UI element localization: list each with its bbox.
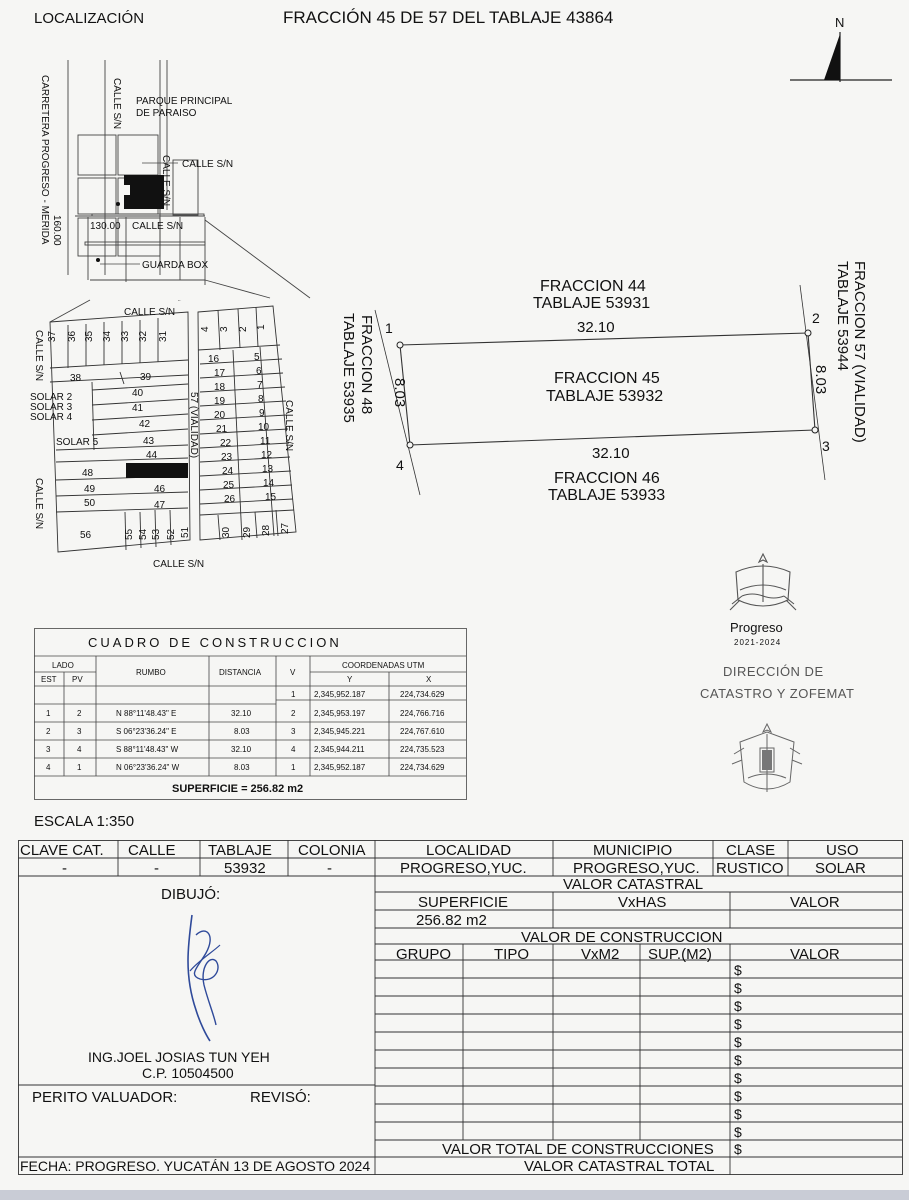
row4-dist: 8.03 (234, 763, 250, 772)
row4-pv: 1 (77, 763, 82, 772)
lot-40: 40 (132, 388, 144, 399)
lot-6: 6 (256, 366, 262, 377)
h-colonia: COLONIA (298, 842, 366, 859)
lot-28: 28 (261, 524, 272, 536)
row2-rumbo: S 06°23'36.24" E (116, 727, 177, 736)
dim-130: 130.00 (90, 221, 121, 232)
table-title: CUADRO DE CONSTRUCCION (88, 635, 342, 650)
lot-21: 21 (216, 424, 228, 435)
lot-27: 27 (280, 522, 291, 534)
logo-years: 2021-2024 (734, 638, 782, 647)
v-clave: - (62, 860, 67, 877)
row4-y: 2,345,952.187 (314, 763, 366, 772)
lot-10: 10 (258, 422, 270, 433)
row3-y: 2,345,944.211 (314, 745, 365, 754)
row4-v: 1 (291, 763, 296, 772)
progreso-logo (718, 550, 808, 650)
v-localidad: PROGRESO,YUC. (400, 860, 527, 877)
lot-51: 51 (180, 526, 191, 538)
block-map (28, 300, 308, 580)
h-tablaje: TABLAJE (208, 842, 272, 859)
perito-label: PERITO VALUADOR: (32, 1089, 178, 1106)
solar-2: SOLAR 2 (30, 392, 73, 403)
row2-v: 3 (291, 727, 296, 736)
h-calle: CALLE (128, 842, 176, 859)
block-calle-bottom: CALLE S/N (153, 559, 205, 570)
fecha-label: FECHA: PROGRESO. YUCATÁN 13 DE AGOSTO 2024 (20, 1158, 371, 1174)
h-localidad: LOCALIDAD (426, 842, 512, 859)
h-vxm2: VxM2 (581, 946, 620, 963)
row1-pv: 2 (77, 709, 82, 718)
lot-19: 19 (214, 396, 226, 407)
h-vxhas: VxHAS (618, 894, 667, 911)
block-calle-top: CALLE S/N (124, 307, 176, 318)
construction-table (34, 628, 469, 803)
lot-20: 20 (214, 410, 226, 421)
calle-label-2: CALLE S/N (160, 155, 171, 207)
lot-49: 49 (84, 484, 96, 495)
parque-label-2: DE PARAISO (136, 108, 197, 119)
lot-34: 34 (102, 330, 113, 342)
vertex-2: 2 (812, 310, 820, 326)
signature (170, 905, 240, 1045)
lot-42: 42 (139, 419, 151, 430)
h-uso: USO (826, 842, 859, 859)
block-calle-left-bottom: CALLE S/N (33, 478, 44, 530)
valor-catastral-title: VALOR CATASTRAL (563, 876, 704, 893)
row4-est: 4 (46, 763, 51, 772)
h-grupo: GRUPO (396, 946, 452, 963)
lot-37: 37 (47, 330, 58, 342)
lot-12: 12 (261, 450, 273, 461)
reviso-label: REVISÓ: (250, 1089, 311, 1106)
north-neighbor-2: TABLAJE 53931 (533, 295, 651, 312)
west-neighbor-2: TABLAJE 53935 (340, 313, 357, 423)
v-uso: SOLAR (815, 860, 866, 877)
localizacion-label: LOCALIZACIÓN (34, 10, 145, 27)
dollar-8: $ (734, 1088, 742, 1104)
parque-label-1: PARQUE PRINCIPAL (136, 96, 233, 107)
lot-3: 3 (219, 326, 230, 332)
side-right: 8.03 (812, 365, 829, 395)
dollar-9: $ (734, 1106, 742, 1122)
total-catastral: VALOR CATASTRAL TOTAL (524, 1158, 715, 1175)
row1-rumbo: N 88°11'48.43" E (116, 709, 177, 718)
row1-x: 224,766.716 (400, 709, 445, 718)
east-neighbor-2: TABLAJE 53944 (834, 261, 851, 371)
lot-44: 44 (146, 450, 158, 461)
lot-55: 55 (124, 528, 135, 540)
lot-31: 31 (158, 330, 169, 342)
v-superficie: 256.82 m2 (416, 912, 487, 929)
dept-line-2: CATASTRO Y ZOFEMAT (700, 686, 855, 701)
lot-15: 15 (265, 492, 277, 503)
block-vialidad: 57 (VIALIDAD) (188, 392, 199, 459)
h-valor: VALOR (790, 894, 840, 911)
side-left: 8.03 (391, 378, 408, 408)
lot-8: 8 (258, 394, 264, 405)
lot-13: 13 (262, 464, 274, 475)
dollar-11: $ (734, 1141, 742, 1157)
total-construcciones: VALOR TOTAL DE CONSTRUCCIONES (442, 1141, 714, 1158)
first-row-v: 1 (291, 690, 296, 699)
th-y: Y (347, 675, 353, 684)
logo-name: Progreso (730, 620, 783, 635)
v-colonia: - (327, 860, 332, 877)
row4-rumbo: N 06°23'36.24" W (116, 763, 180, 772)
row3-x: 224,735.523 (400, 745, 445, 754)
lot-36: 36 (67, 330, 78, 342)
lot-23: 23 (221, 452, 233, 463)
lot-4: 4 (200, 326, 211, 332)
lot-32: 32 (138, 330, 149, 342)
lot-38: 38 (70, 373, 82, 384)
h-sup: SUP.(M2) (648, 946, 712, 963)
th-rumbo: RUMBO (136, 668, 166, 677)
bottom-edge (0, 1190, 909, 1200)
lot-53: 53 (151, 528, 162, 540)
v-clase: RUSTICO (716, 860, 784, 877)
h-tipo: TIPO (494, 946, 530, 963)
lot-46: 46 (154, 484, 166, 495)
lot-43: 43 (143, 436, 155, 447)
h-clave: CLAVE CAT. (20, 842, 104, 859)
lot-33: 33 (120, 330, 131, 342)
dept-line-1: DIRECCIÓN DE (723, 664, 824, 679)
row1-dist: 32.10 (231, 709, 252, 718)
carretera-label: CARRETERA PROGRESO - MERIDA (39, 75, 50, 245)
engineer-name: ING.JOEL JOSIAS TUN YEH (88, 1049, 270, 1065)
block-calle-right: CALLE S/N (283, 400, 294, 452)
page-title: FRACCIÓN 45 DE 57 DEL TABLAJE 43864 (283, 8, 614, 27)
lot-47: 47 (154, 500, 166, 511)
parcel-drawing (330, 255, 900, 515)
lot-25: 25 (223, 480, 235, 491)
vertex-3: 3 (822, 438, 830, 454)
h-superficie: SUPERFICIE (418, 894, 509, 911)
side-bottom: 32.10 (592, 445, 630, 462)
row3-rumbo: S 88°11'48.43" W (116, 745, 179, 754)
north-label: N (835, 15, 845, 30)
th-x: X (426, 675, 432, 684)
solar-4: SOLAR 4 (30, 412, 73, 423)
north-arrow-icon (780, 10, 900, 90)
side-top: 32.10 (577, 319, 615, 336)
lot-54: 54 (138, 528, 149, 540)
block-calle-left: CALLE S/N (33, 330, 44, 382)
engineer-cp: C.P. 10504500 (142, 1065, 234, 1081)
th-coords: COORDENADAS UTM (342, 661, 425, 670)
dollar-1: $ (734, 962, 742, 978)
east-neighbor-1: FRACCION 57 (VIALIDAD) (851, 261, 868, 443)
lot-2: 2 (238, 326, 249, 332)
row1-y: 2,345,953.197 (314, 709, 366, 718)
calle-label-4: CALLE S/N (132, 221, 184, 232)
dollar-10: $ (734, 1124, 742, 1140)
calle-label-3: CALLE S/N (182, 159, 234, 170)
lot-17: 17 (214, 368, 226, 379)
lot-29: 29 (242, 526, 253, 538)
row2-pv: 3 (77, 727, 82, 736)
parcel-name-2: TABLAJE 53932 (546, 388, 664, 405)
lot-39: 39 (140, 372, 152, 383)
lot-11: 11 (260, 436, 271, 447)
guarda-box-label: GUARDA BOX (142, 260, 209, 271)
solar-5: SOLAR 5 (56, 437, 99, 448)
lot-18: 18 (214, 382, 226, 393)
th-pv: PV (72, 675, 83, 684)
south-neighbor-1: FRACCION 46 (554, 470, 660, 487)
lot-35: 35 (84, 330, 95, 342)
lot-7: 7 (257, 380, 263, 391)
lot-9: 9 (259, 408, 265, 419)
th-est: EST (41, 675, 57, 684)
anchor-emblem-icon (730, 720, 805, 805)
scale-label: ESCALA 1:350 (34, 813, 135, 830)
row2-y: 2,345,945.221 (314, 727, 366, 736)
h-valor2: VALOR (790, 946, 840, 963)
superficie-total: SUPERFICIE = 256.82 m2 (172, 783, 304, 795)
row4-x: 224,734.629 (400, 763, 445, 772)
info-grid (18, 840, 903, 1190)
solar-3: SOLAR 3 (30, 402, 73, 413)
lot-41: 41 (132, 403, 144, 414)
dollar-3: $ (734, 998, 742, 1014)
lot-56: 56 (80, 530, 92, 541)
th-v: V (290, 668, 296, 677)
valor-construccion-title: VALOR DE CONSTRUCCION (521, 929, 723, 946)
lot-24: 24 (222, 466, 234, 477)
lot-14: 14 (263, 478, 275, 489)
dollar-2: $ (734, 980, 742, 996)
row1-v: 2 (291, 709, 296, 718)
lot-26: 26 (224, 494, 236, 505)
h-clase: CLASE (726, 842, 776, 859)
row3-v: 4 (291, 745, 296, 754)
row2-est: 2 (46, 727, 51, 736)
first-row-x: 224,734.629 (400, 690, 445, 699)
calle-label-1: CALLE S/N (111, 78, 122, 130)
south-neighbor-2: TABLAJE 53933 (548, 487, 666, 504)
row3-pv: 4 (77, 745, 82, 754)
dollar-7: $ (734, 1070, 742, 1086)
lot-50: 50 (84, 498, 96, 509)
dollar-6: $ (734, 1052, 742, 1068)
v-calle: - (154, 860, 159, 877)
north-neighbor-1: FRACCION 44 (540, 278, 646, 295)
dibujo-label: DIBUJÓ: (161, 886, 221, 903)
row2-dist: 8.03 (234, 727, 250, 736)
row1-est: 1 (46, 709, 51, 718)
dim-160: 160.00 (51, 215, 62, 246)
h-municipio: MUNICIPIO (593, 842, 673, 859)
lot-1: 1 (256, 324, 267, 330)
row2-x: 224,767.610 (400, 727, 445, 736)
parcel-name-1: FRACCION 45 (554, 370, 660, 387)
th-lado: LADO (52, 661, 74, 670)
th-distancia: DISTANCIA (219, 668, 262, 677)
v-municipio: PROGRESO,YUC. (573, 860, 700, 877)
dollar-4: $ (734, 1016, 742, 1032)
west-neighbor-1: FRACCION 48 (358, 315, 375, 415)
vertex-4: 4 (396, 457, 404, 473)
dollar-5: $ (734, 1034, 742, 1050)
lot-30: 30 (221, 526, 232, 538)
lot-48: 48 (82, 468, 94, 479)
lot-16: 16 (208, 354, 220, 365)
vertex-1: 1 (385, 320, 393, 336)
v-tablaje: 53932 (224, 860, 266, 877)
lot-5: 5 (254, 352, 260, 363)
row3-est: 3 (46, 745, 51, 754)
row3-dist: 32.10 (231, 745, 252, 754)
first-row-y: 2,345,952.187 (314, 690, 366, 699)
lot-22: 22 (220, 438, 232, 449)
lot-52: 52 (166, 528, 177, 540)
